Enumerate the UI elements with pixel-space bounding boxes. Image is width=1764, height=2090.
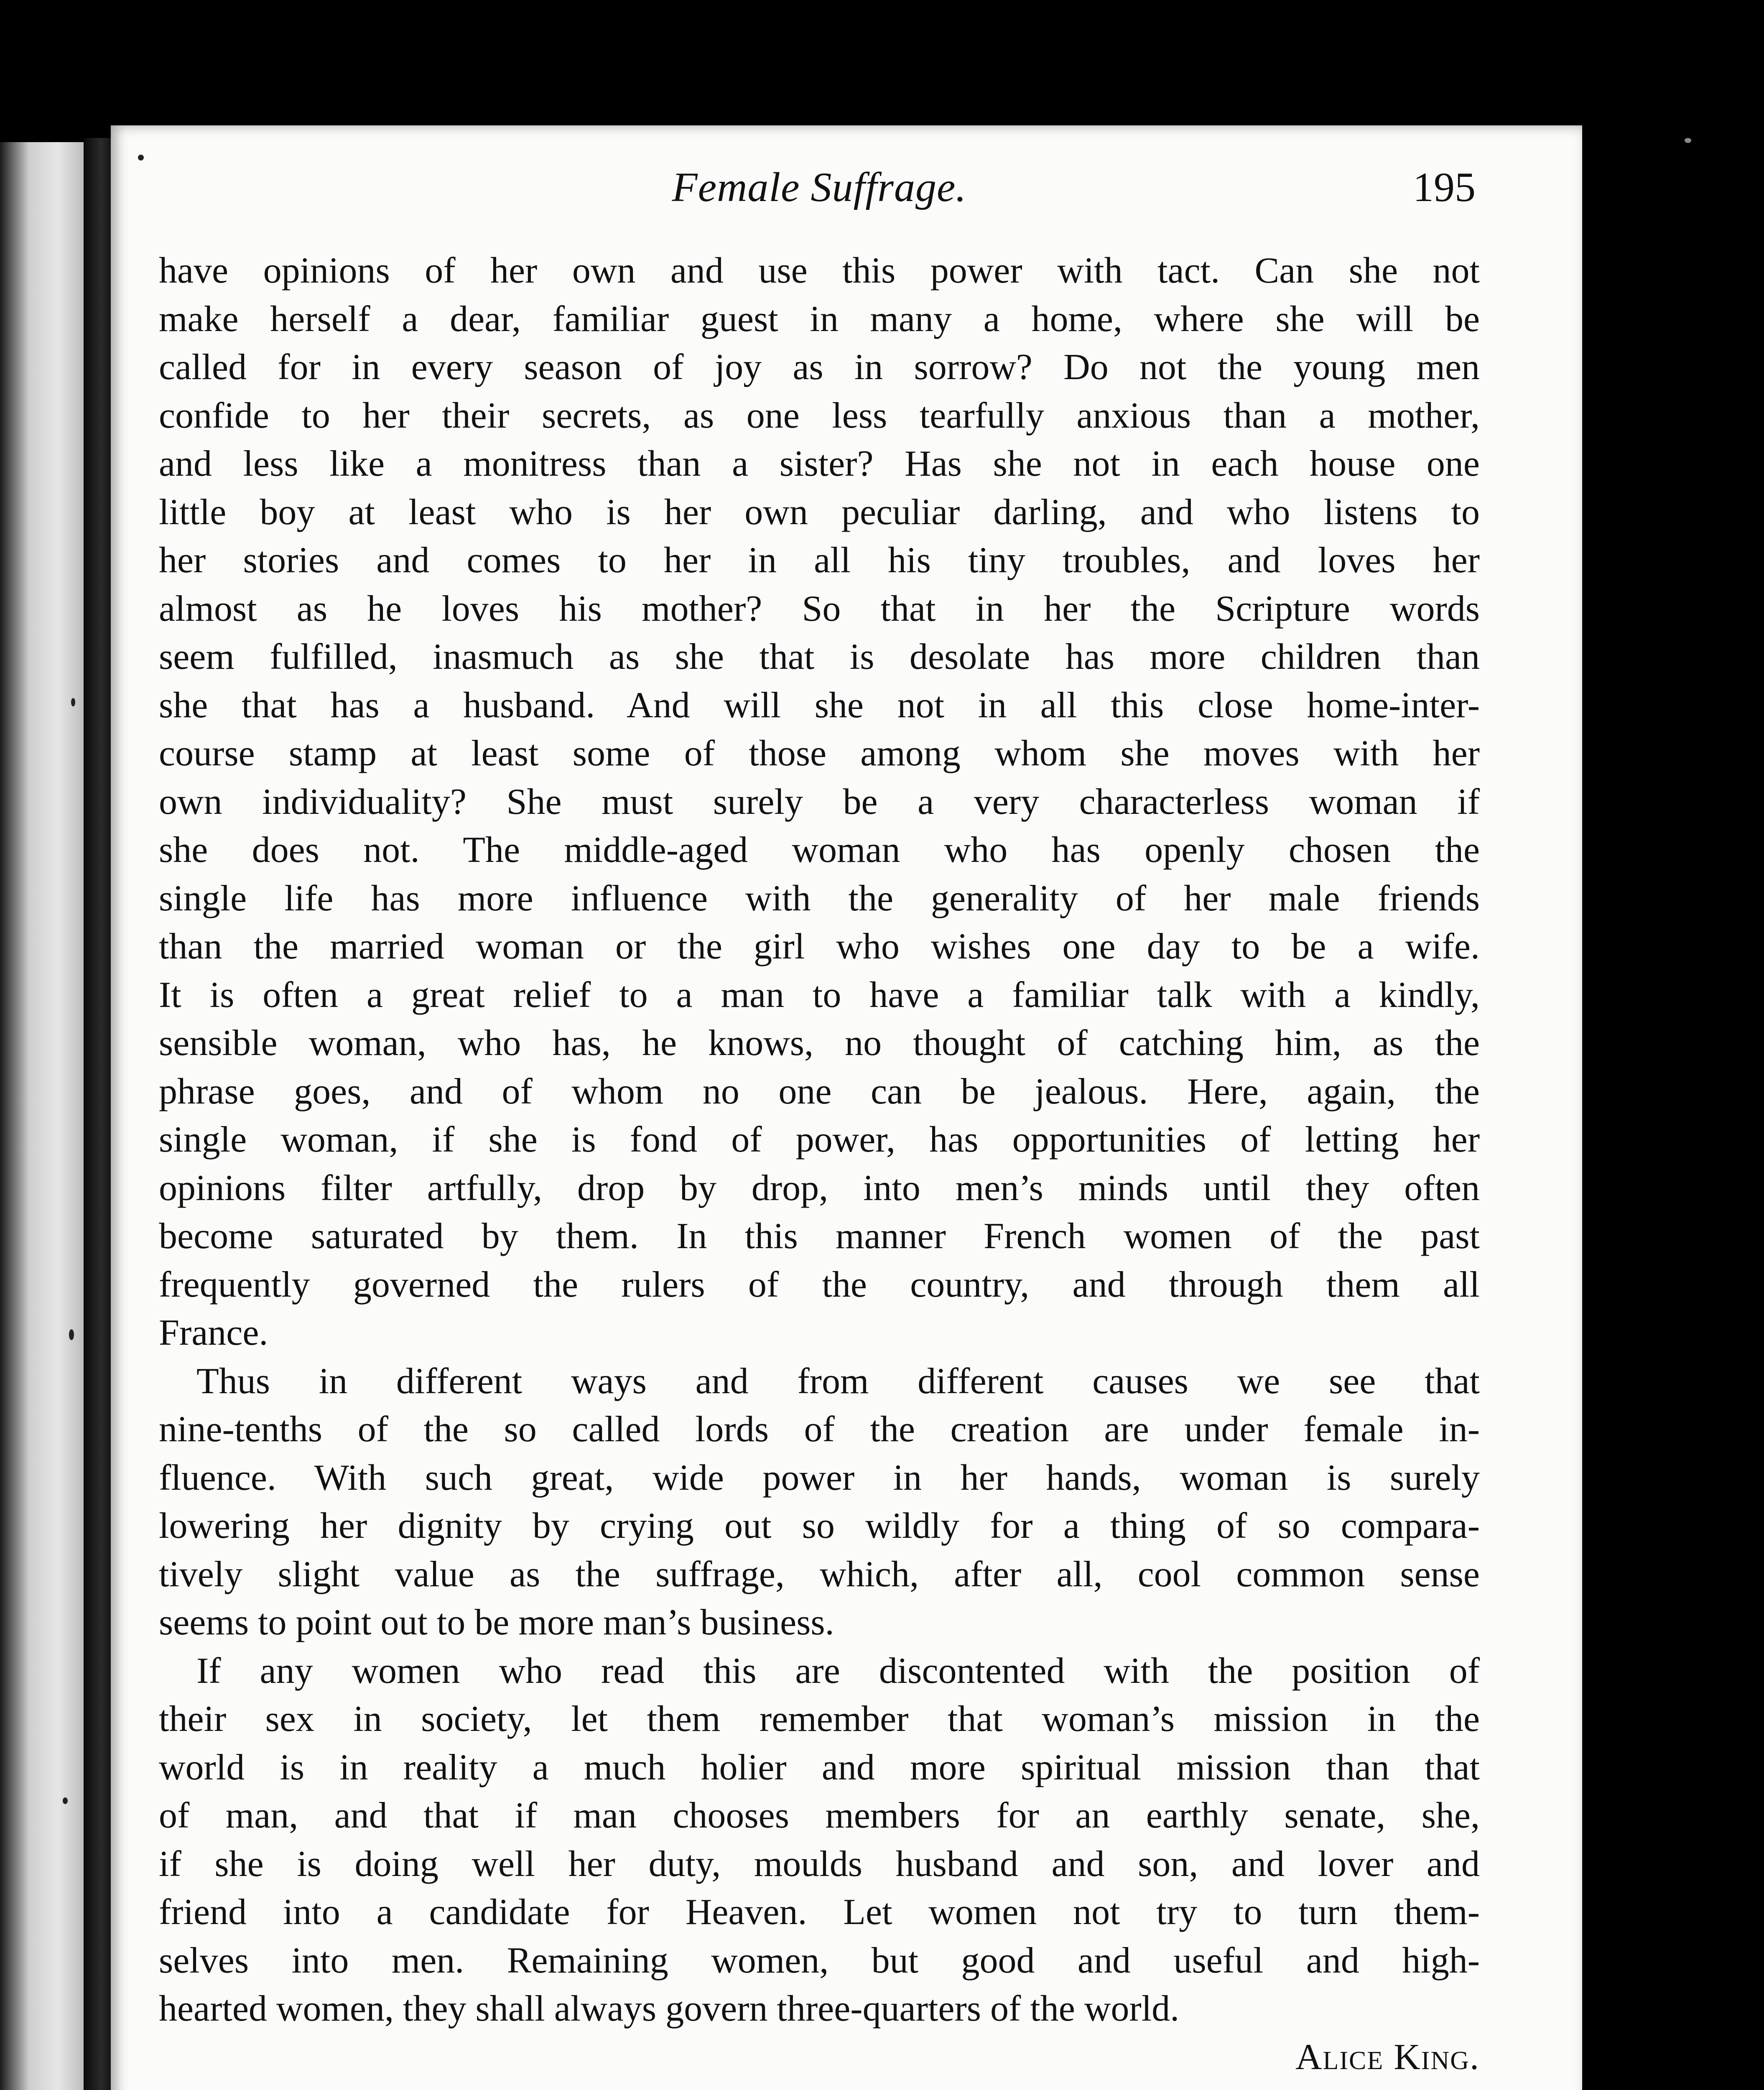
text-line: seem fulfilled, inasmuch as she that is desolate has more children than	[159, 637, 1480, 677]
text-line: called for in every season of joy as in sorrow? Do not the young men	[159, 347, 1480, 387]
dust-speck	[71, 698, 75, 706]
body-text	[159, 247, 1480, 2081]
text-line: confide to her their secrets, as one less tearfully anxious than a mother,	[159, 395, 1480, 436]
text-line: lowering her dignity by crying out so wildly for a thing of so compara-	[159, 1506, 1480, 1546]
text-line: if she is doing well her duty, moulds husband and son, and lover and	[159, 1843, 1480, 1884]
text-line: single woman, if she is fond of power, has opportunities of letting her	[159, 1119, 1480, 1160]
dust-speck	[69, 1329, 74, 1340]
text-line: make herself a dear, familiar guest in many a home, where she will be	[159, 298, 1480, 339]
text-line: of man, and that if man chooses members for an earthly senate, she,	[159, 1795, 1480, 1836]
text-line: she does not. The middle-aged woman who has openly chosen the	[159, 830, 1480, 870]
left-page-edge	[0, 142, 84, 2090]
text-line: almost as he loves his mother? So that in her the Scripture words	[159, 588, 1480, 629]
text-line: tively slight value as the suffrage, which, after all, cool common sense	[159, 1554, 1480, 1595]
text-line: phrase goes, and of whom no one can be jealous. Here, again, the	[159, 1071, 1480, 1112]
text-line: seems to point out to be more man’s business.	[159, 1602, 834, 1643]
text-line: sensible woman, who has, he knows, no thought of catching him, as the	[159, 1023, 1480, 1063]
text-line: their sex in society, let them remember that woman’s mission in the	[159, 1699, 1480, 1739]
text-line: her stories and comes to her in all his tiny troubles, and loves her	[159, 540, 1480, 581]
text-line: fluence. With such great, wide power in her hands, woman is surely	[159, 1457, 1480, 1498]
dust-speck	[63, 1797, 68, 1804]
dust-speck	[1685, 138, 1691, 143]
text-line: friend into a candidate for Heaven. Let women not try to turn them-	[159, 1892, 1480, 1932]
text-line: and less like a monitress than a sister? Has she not in each house one	[159, 443, 1480, 484]
text-line: world is in reality a much holier and more spiritual mission than that	[159, 1747, 1480, 1788]
text-line: France.	[159, 1313, 268, 1353]
text-line: than the married woman or the girl who wishes one day to be a wife.	[159, 926, 1480, 967]
dust-speck	[138, 155, 144, 161]
book-gutter	[84, 138, 113, 2090]
text-line: frequently governed the rulers of the country, and through them all	[159, 1264, 1480, 1305]
text-line: she that has a husband. And will she not in all this close home-inter-	[159, 685, 1480, 726]
text-line: opinions filter artfully, drop by drop, into men’s minds until they often	[159, 1167, 1480, 1208]
running-title: Female Suffrage.	[672, 164, 967, 210]
page-number: 195	[1413, 164, 1476, 210]
text-line: nine-tenths of the so called lords of the creation are under female in-	[159, 1409, 1480, 1450]
page-header	[163, 163, 1476, 247]
text-line: become saturated by them. In this manner French women of the past	[159, 1216, 1480, 1257]
text-line: It is often a great relief to a man to have a familiar talk with a kindly,	[159, 974, 1480, 1015]
text-line: If any women who read this are discontented with the position of	[196, 1650, 1480, 1691]
text-line: course stamp at least some of those among whom she moves with her	[159, 733, 1480, 774]
text-line: single life has more influence with the generality of her male friends	[159, 878, 1480, 919]
text-line: Thus in different ways and from different causes we see that	[196, 1361, 1480, 1402]
text-line: own individuality? She must surely be a very characterless woman if	[159, 781, 1480, 822]
text-line: little boy at least who is her own peculiar darling, and who listens to	[159, 492, 1480, 533]
text-line: have opinions of her own and use this power with tact. Can she not	[159, 250, 1480, 291]
text-line: hearted women, they shall always govern three-quarters of the world.	[159, 1988, 1180, 2029]
author-signature: Alice King.	[1295, 2036, 1480, 2077]
text-line: selves into men. Remaining women, but good and useful and high-	[159, 1940, 1480, 1981]
